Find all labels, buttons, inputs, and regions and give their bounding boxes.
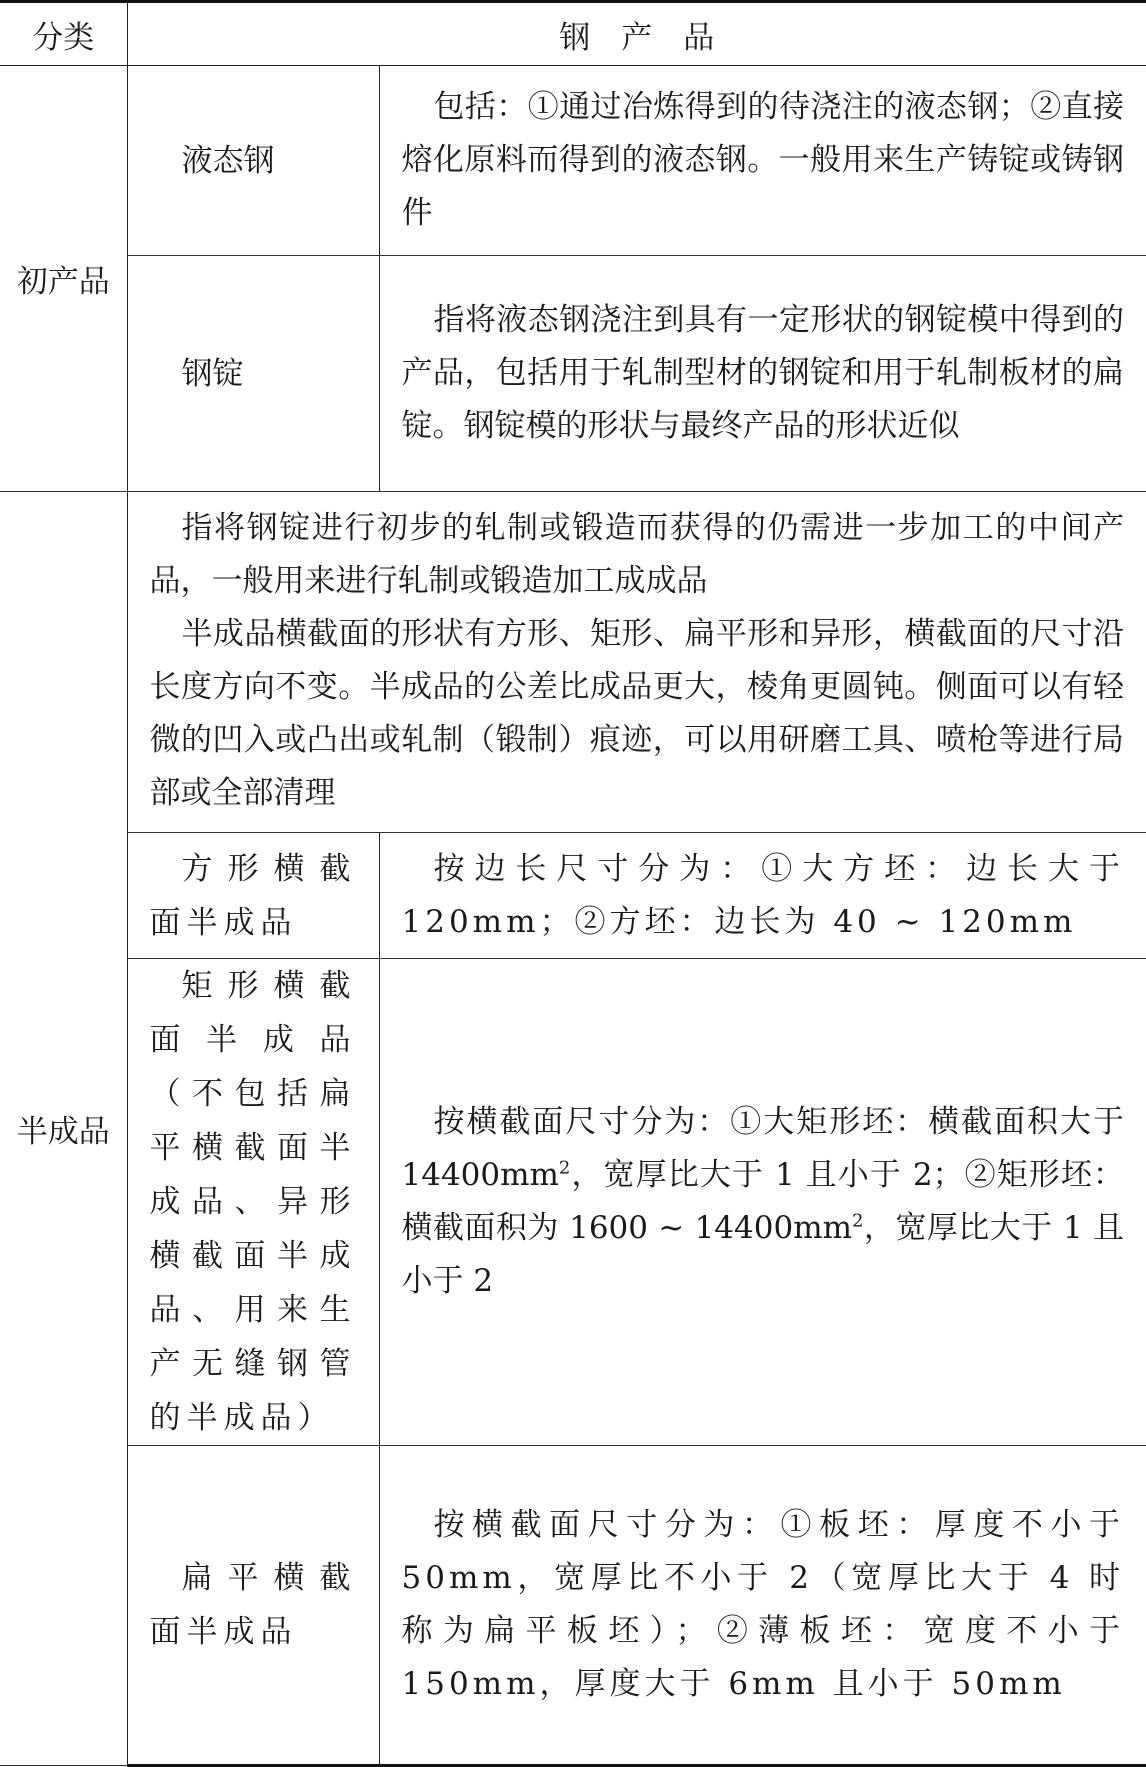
intro-paragraph: 指将钢锭进行初步的轧制或锻造而获得的仍需进一步加工的中间产品，一般用来进行轧制或锻造加工成成品 bbox=[149, 510, 1124, 599]
intro-paragraph: 半成品横截面的形状有方形、矩形、扁平形和异形，横截面的尺寸沿长度方向不变。半成品的公差比成品更大，棱角更圆钝。侧面可以有轻微的凹入或凸出或轧制（锻制）痕迹，可以用研磨工具、喷枪等进行局部或全部清理 bbox=[149, 616, 1124, 811]
superscript: 2 bbox=[852, 1210, 864, 1232]
row-description: 指将液态钢浇注到具有一定形状的钢锭模中得到的产品，包括用于轧制型材的钢锭和用于轧制板材的扁锭。钢锭模的形状与最终产品的形状近似 bbox=[379, 256, 1146, 492]
desc-part: ，宽厚比大于 1 且小于 2；②矩形坯：横截面积为 1600 ~ 14400mm bbox=[401, 1157, 1124, 1246]
row-label: 液态钢 bbox=[127, 66, 379, 256]
table-row bbox=[0, 959, 1146, 1446]
desc-part: ，宽厚比大于 1 且小于 2 bbox=[401, 1210, 1124, 1299]
row-label: 方形横截面半成品 bbox=[127, 833, 379, 959]
desc-part: 按横截面尺寸分为：①大矩形坯：横截面积大于 14400mm bbox=[401, 1104, 1124, 1193]
table-header-row bbox=[0, 2, 1146, 66]
table-row bbox=[0, 66, 1146, 256]
table-row bbox=[0, 1446, 1146, 1766]
group-name: 半成品 bbox=[0, 492, 127, 1766]
group-intro bbox=[127, 492, 1146, 833]
table-row bbox=[0, 492, 1146, 833]
group-name: 初产品 bbox=[0, 66, 127, 492]
header-product: 钢 产 品 bbox=[127, 2, 1146, 66]
row-description: 按横截面尺寸分为：①板坯：厚度不小于50mm，宽厚比不小于 2（宽厚比大于 4 时称为扁平板坯）；②薄板坯：宽度不小于 150mm，厚度大于 6mm 且小于 50mm bbox=[379, 1446, 1146, 1766]
row-description: 包括：①通过冶炼得到的待浇注的液态钢；②直接熔化原料而得到的液态钢。一般用来生产铸锭或铸钢件 bbox=[379, 66, 1146, 256]
table-row bbox=[0, 833, 1146, 959]
row-description bbox=[379, 959, 1146, 1446]
header-category: 分类 bbox=[0, 2, 127, 66]
row-label: 矩形横截面半成品（不包括扁平横截面半成品、异形横截面半成品、用来生产无缝钢管的半成品） bbox=[127, 959, 379, 1446]
row-label: 扁平横截面半成品 bbox=[127, 1446, 379, 1766]
superscript: 2 bbox=[558, 1157, 571, 1179]
row-label: 钢锭 bbox=[127, 256, 379, 492]
table-row bbox=[0, 256, 1146, 492]
row-description: 按边长尺寸分为：①大方坯：边长大于120mm；②方坯：边长为 40 ~ 120mm bbox=[379, 833, 1146, 959]
